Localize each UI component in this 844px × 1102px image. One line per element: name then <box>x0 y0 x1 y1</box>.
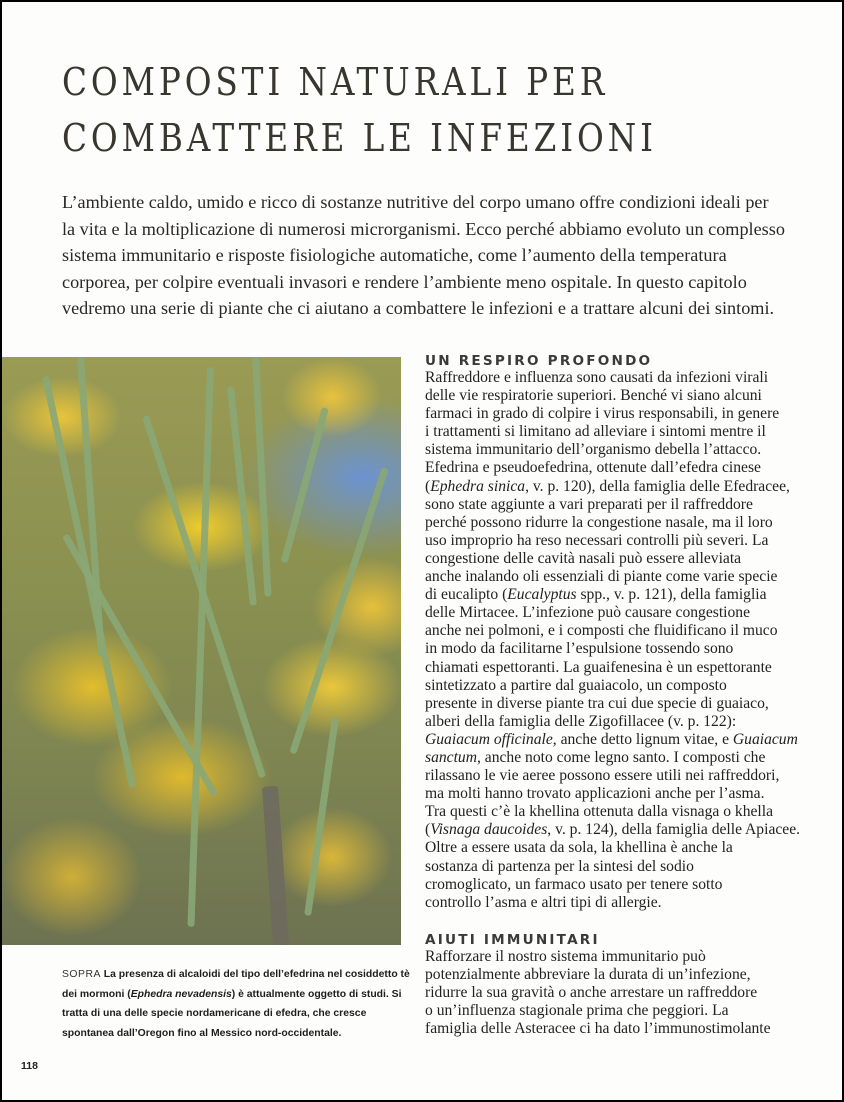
caption-line: dei mormoni (Ephedra nevadensis) è attualmente oggetto di studi. Si <box>62 988 402 1000</box>
body-line: chiamati espettoranti. La guaifenesina è un espettorante <box>425 658 772 676</box>
body-line: congestione delle cavità nasali può essere alleviata <box>425 549 742 567</box>
species-name: Guaiacum <box>732 730 798 748</box>
book-page <box>2 2 842 1100</box>
chapter-title-line-2: COMBATTERE LE INFEZIONI <box>62 116 657 160</box>
body-line: Raffreddore e influenza sono causati da infezioni virali <box>425 369 769 386</box>
body-line: i trattamenti si limitano ad alleviare i sintomi mentre il <box>425 423 766 441</box>
section-gap <box>425 912 825 930</box>
intro-line: vedremo una serie di piante che ci aiutano a combattere le infezioni e a trattare alcuni dei sintomi. <box>62 298 775 318</box>
body-column <box>425 351 825 1038</box>
body-line: Guaiacum officinale, anche detto lignum vitae, e Guaiacum <box>425 730 798 748</box>
body-line: Rafforzare il nostro sistema immunitario può <box>425 947 706 965</box>
body-line: uso improprio ha reso necessari controlli più severi. La <box>425 531 769 549</box>
page-number: 118 <box>21 1060 38 1072</box>
body-line: anche inalando oli essenziali di piante come varie specie <box>425 568 778 586</box>
chapter-title-line-1: COMPOSTI NATURALI PER <box>62 60 609 104</box>
intro-line: sistema immunitario e risposte fisiologiche automatiche, come l’aumento della temperatura <box>62 245 727 265</box>
ephedra-photo <box>2 357 401 945</box>
body-line: cromoglicato, un farmaco usato per tenere sotto <box>425 875 723 893</box>
body-line: farmaci in grado di colpire i virus responsabili, in genere <box>425 405 780 423</box>
caption-line: spontanea dall’Oregon fino al Messico nord-occidentale. <box>62 1027 342 1039</box>
intro-line: corporea, per colpire eventuali invasori e rendere l’ambiente meno ospitale. In questo capitolo <box>62 271 747 292</box>
body-line: famiglia delle Asteracee ci ha dato l’immunostimolante <box>425 1020 771 1038</box>
section-heading-respiro: UN RESPIRO PROFONDO <box>425 353 653 369</box>
caption-line: SOPRA La presenza di alcaloidi del tipo dell’efedrina nel cosiddetto tè <box>62 969 410 980</box>
body-line: sintetizzato a partire dal guaiacolo, un composto <box>425 676 727 694</box>
body-line: sistema immunitario dell’organismo debella l’attacco. <box>425 441 762 459</box>
body-line: alberi della famiglia delle Zigofillacee (v. p. 122): <box>425 712 737 730</box>
caption-line: tratta di una delle specie nordamericane di efedra, che cresce <box>62 1008 367 1019</box>
body-line: (Visnaga daucoides, v. p. 124), della famiglia delle Apiacee. <box>425 821 801 839</box>
body-line: rilassano le vie aeree possono essere utili nei raffreddori, <box>425 767 780 785</box>
body-line: ma molti hanno trovato applicazioni anche per l’asma. <box>425 785 765 803</box>
species-name: sanctum <box>425 748 477 766</box>
body-line: in modo da facilitarne l’espulsione tossendo sono <box>425 640 734 658</box>
intro-line: la vita e la moltiplicazione di numerosi microrganismi. Ecco perché abbiamo evoluto un complesso <box>62 218 785 239</box>
species-name: Ephedra nevadensis <box>130 988 232 1000</box>
body-line: Efedrina e pseudoefedrina, ottenute dall’efedra cinese <box>425 459 761 477</box>
section-heading-immunitari: AIUTI IMMUNITARI <box>425 931 600 948</box>
body-line: o un’influenza stagionale prima che peggiori. La <box>425 1002 729 1020</box>
species-name: Ephedra sinica <box>430 477 526 495</box>
body-line: Oltre a essere usata da sola, la khellina è anche la <box>425 839 733 857</box>
photo-caption <box>62 965 410 1043</box>
body-line: delle Mirtacee. L’infezione può causare congestione <box>425 604 751 622</box>
species-name: Visnaga daucoides <box>430 821 548 839</box>
body-line: presente in diverse piante tra cui due specie di guaiaco, <box>425 694 769 712</box>
body-line: ridurre la sua gravità o anche arrestare un raffreddore <box>425 984 758 1001</box>
body-line: di eucalipto (Eucalyptus spp., v. p. 121), della famiglia <box>425 586 767 604</box>
caption-label: SOPRA <box>62 969 101 980</box>
body-line: sono state aggiunte a vari preparati per il raffreddore <box>425 495 753 513</box>
body-line: sanctum, anche noto come legno santo. I composti che <box>425 748 766 766</box>
intro-line: L’ambiente caldo, umido e ricco di sostanze nutritive del corpo umano offre condizioni ideali per <box>62 192 769 212</box>
species-name: Eucalyptus <box>507 586 577 604</box>
body-line: delle vie respiratorie superiori. Benché vi siano alcuni <box>425 387 762 405</box>
species-name: Guaiacum officinale <box>425 730 553 748</box>
body-line: Tra questi c’è la khellina ottenuta dalla visnaga o khella <box>425 803 774 821</box>
body-line: anche nei polmoni, e i composti che fluidificano il muco <box>425 622 778 640</box>
body-line: (Ephedra sinica, v. p. 120), della famiglia delle Efedracee, <box>425 477 790 495</box>
body-line: controllo l’asma e altri tipi di allergie. <box>425 893 662 911</box>
body-line: perché possono ridurre la congestione nasale, ma il loro <box>425 513 773 531</box>
body-line: sostanza di partenza per la sintesi del sodio <box>425 857 694 875</box>
chapter-title <box>62 54 698 166</box>
body-line: potenzialmente abbreviare la durata di un’infezione, <box>425 965 751 983</box>
intro-paragraph <box>62 189 832 322</box>
